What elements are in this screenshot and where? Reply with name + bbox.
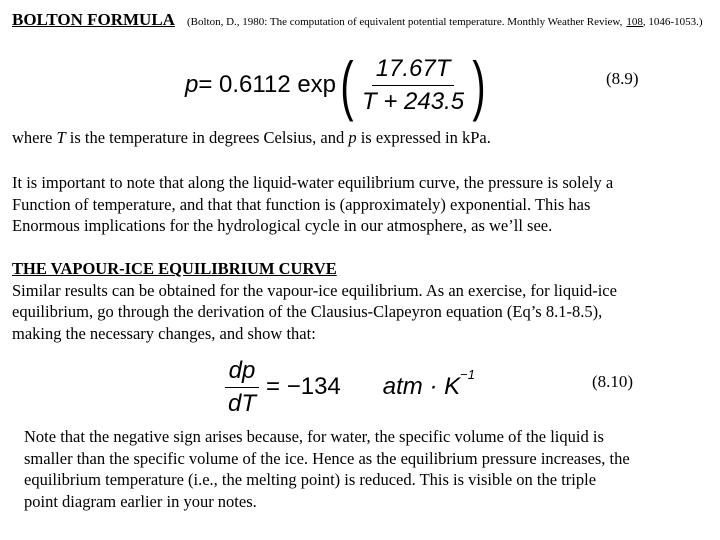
citation-volume: 108 <box>626 16 643 28</box>
vapour-ice-heading: THE VAPOUR-ICE EQUILIBRIUM CURVE <box>12 259 337 278</box>
bolton-equation <box>185 47 490 123</box>
where-paragraph <box>12 127 491 149</box>
where-part2: is the temperature in degrees Celsius, and <box>65 128 349 147</box>
eq2-numerator: dp <box>225 357 260 388</box>
eq1-numerator: 17.67T <box>372 55 455 86</box>
important-paragraph <box>12 172 712 237</box>
eq1-number: (8.9) <box>606 69 639 88</box>
clausius-clapeyron-equation <box>224 358 475 416</box>
eq1-lhs: p <box>185 71 199 98</box>
vapour-ice-section <box>12 258 712 344</box>
eq1-right-paren: ) <box>472 48 486 122</box>
note-line: equilibrium temperature (i.e., the melting point) is reduced. This is visible on the triple <box>24 470 597 489</box>
eq2-denominator: dT <box>228 389 257 417</box>
important-line: Function of temperature, and that that function is (approximately) exponential. This has <box>12 194 591 214</box>
citation-header <box>12 9 712 33</box>
important-line: Enormous implications for the hydrological cycle in our atmosphere, as we’ll see. <box>12 216 553 235</box>
vapour-line: equilibrium, go through the derivation of the Clausius-Clapeyron equation (Eq’s 8.1-8.5), <box>12 302 603 321</box>
vapour-line: Similar results can be obtained for the vapour-ice equilibrium. As an exercise, for liquid-ice <box>12 280 617 300</box>
eq2-value: = −134 <box>266 373 341 400</box>
where-part1: where <box>12 128 57 147</box>
eq2-unit-text: atm · K <box>382 373 461 400</box>
where-var-t: T <box>56 128 66 147</box>
eq2-unit-exponent: −1 <box>460 367 475 382</box>
citation-pages: , 1046-1053.) <box>642 16 703 28</box>
eq1-equals: = 0.6112 exp <box>198 71 337 98</box>
eq1-fraction <box>358 55 468 116</box>
important-line: It is important to note that along the liquid-water equilibrium curve, the pressure is solely a <box>12 173 614 192</box>
eq2-fraction <box>224 357 260 418</box>
vapour-ice-paragraph <box>12 280 712 345</box>
note-line: Note that the negative sign arises because, for water, the specific volume of the liquid is <box>24 427 604 446</box>
eq1-denominator: T + 243.5 <box>362 87 465 115</box>
where-var-p: p <box>348 128 357 147</box>
vapour-line: making the necessary changes, and show that: <box>12 323 316 343</box>
note-paragraph <box>24 426 714 512</box>
section-title: BOLTON FORMULA <box>12 10 175 29</box>
eq1-left-paren: ( <box>340 48 354 122</box>
eq2-number: (8.10) <box>592 372 634 391</box>
citation-text: (Bolton, D., 1980: The computation of equivalent potential temperature. Monthly Weather Review, <box>186 16 623 28</box>
note-line: smaller than the specific volume of the ice. Hence as the equilibrium pressure increases, the <box>24 448 630 468</box>
where-part3: is expressed in kPa. <box>356 128 491 147</box>
note-line: point diagram earlier in your notes. <box>24 491 257 511</box>
eq2-unit <box>382 367 475 401</box>
